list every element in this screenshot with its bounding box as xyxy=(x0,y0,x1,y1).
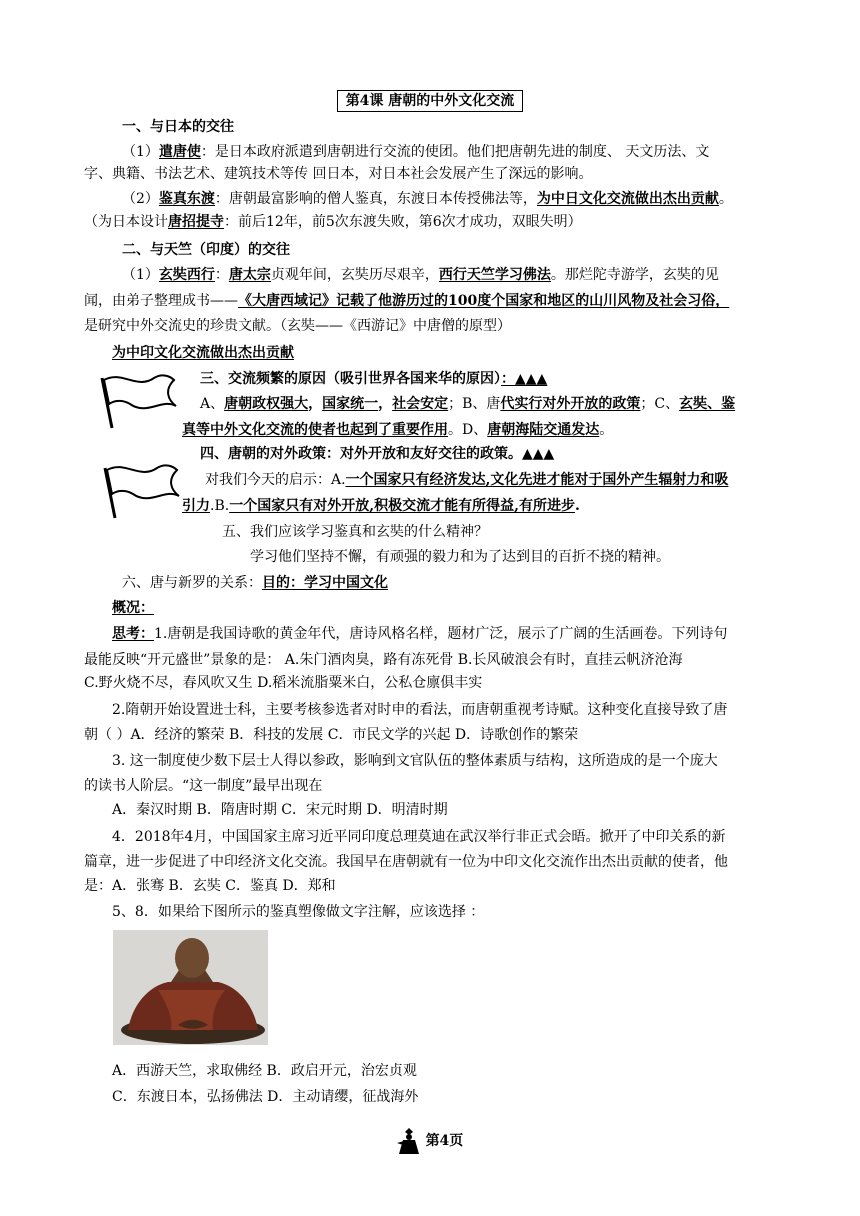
question-line: 思考：1.唐朝是我国诗歌的黄金年代，唐诗风格名样，题材广泛，展示了广阔的生活画卷。下列诗句 xyxy=(112,626,728,642)
para-line: 学习他们坚持不懈，有顽强的毅力和为了达到目的百折不挠的精神。 xyxy=(250,549,670,565)
option-line: A．西游天竺，求取佛经 B．政启开元，治宏贞观 xyxy=(112,1063,417,1079)
question-line: 2.隋朝开始设置进士科，主要考核参选者对时申的看法，而唐朝重视考诗赋。这种变化直接导致了唐 xyxy=(112,702,728,718)
question-line: C.野火烧不尽，春风吹又生 D.稻米流脂粟米白，公私仓廪俱丰实 xyxy=(84,675,483,691)
para-line: 引力.B.一个国家只有对外开放,积极交流才能有所得益,有所进步. xyxy=(182,498,580,514)
para-line: 为中印文化交流做出杰出贡献 xyxy=(112,345,294,361)
question-line: 篇章，进一步促进了中印经济文化交流。我国早在唐朝就有一位为中印文化交流作出杰出贡献的使者，他 xyxy=(84,854,728,870)
question-line: 4．2018年4月，中国国家主席习近平同印度总理莫迪在武汉举行非正式会晤。掀开了中印关系的新 xyxy=(112,829,726,845)
question-line: 朝（ ）A．经济的繁荣 B．科技的发展 C．市民文学的兴起 D．诗歌创作的繁荣 xyxy=(84,727,579,743)
question-line: 3. 这一制度使少数下层士人得以参政，影响到文官队伍的整体素质与结构，这所造成的是一个庞大 xyxy=(112,753,718,769)
overview-label: 概况： xyxy=(112,600,154,616)
para-line: （1）遣唐使：是日本政府派遣到唐朝进行交流的使团。他们把唐朝先进的制度、 天文历法、文 xyxy=(122,144,710,160)
para-line: （2）鉴真东渡：唐朝最富影响的僧人鉴真，东渡日本传授佛法等，为中日文化交流做出杰出贡献。 xyxy=(122,191,733,207)
flag-icon xyxy=(95,458,185,520)
para-line: （1）玄奘西行：唐太宗贞观年间，玄奘历尽艰辛，西行天竺学习佛法。那烂陀寺游学，玄奘的见 xyxy=(122,267,719,283)
section-1-heading: 一、与日本的交往 xyxy=(122,119,234,135)
question-line: 是：A．张骞 B．玄奘 C．鉴真 D．郑和 xyxy=(84,878,336,894)
flag-icon xyxy=(92,368,182,430)
para-line: 对我们今天的启示：A.一个国家只有经济发达,文化先进才能对于国外产生辐射力和吸 xyxy=(205,472,729,488)
page-number: 第4页 xyxy=(425,1133,464,1149)
option-line: C．东渡日本，弘扬佛法 D．主动请缨，征战海外 xyxy=(112,1089,419,1105)
question-line: 最能反映“开元盛世”景象的是： A.朱门酒肉臭，路有冻死骨 B.长风破浪会有时，直挂云帆济沧海 xyxy=(84,652,683,668)
para-line: 是研究中外交流史的珍贵文献。（玄奘——《西游记》中唐僧的原型） xyxy=(84,318,511,334)
para-line: 字、典籍、书法艺术、建筑技术等传 回日本，对日本社会发展产生了深远的影响。 xyxy=(84,166,593,182)
para-line: （为日本设计唐招提寺：前后12年，前5次东渡失败，第6次才成功，双眼失明） xyxy=(84,214,582,230)
page-footer xyxy=(0,1126,860,1156)
question-line: 的读书人阶层。“这一制度”最早出现在 xyxy=(84,778,323,794)
seated-monk-figure xyxy=(113,930,268,1045)
section-4-heading: 四、唐朝的对外政策：对外开放和友好交往的政策。▲▲▲ xyxy=(200,446,555,462)
section-3-heading: 三、交流频繁的原因（吸引世界各国来华的原因）：▲▲▲ xyxy=(200,371,548,387)
question-line: 5、8．如果给下图所示的鉴真塑像做文字注解，应该选择 ： xyxy=(112,904,485,920)
section-6-heading: 六、唐与新罗的关系：目的：学习中国文化 xyxy=(122,575,388,591)
question-line: A．秦汉时期 B．隋唐时期 C．宋元时期 D．明清时期 xyxy=(112,802,448,818)
section-5-heading: 五、我们应该学习鉴真和玄奘的什么精神？ xyxy=(222,524,488,540)
para-line: A、唐朝政权强大，国家统一，社会安定；B、唐代实行对外开放的政策；C、玄奘、鉴 xyxy=(200,396,736,412)
para-line: 闻，由弟子整理成书——《大唐西域记》记载了他游历过的100度个国家和地区的山川风物及社会习俗， xyxy=(84,293,730,309)
jianzhen-statue-image xyxy=(113,930,268,1045)
scholar-icon xyxy=(397,1126,421,1156)
para-line: 真等中外文化交流的使者也起到了重要作用。D、唐朝海陆交通发达。 xyxy=(182,422,614,438)
section-2-heading: 二、与天竺（印度）的交往 xyxy=(122,242,290,258)
lesson-title: 第4课 唐朝的中外文化交流 xyxy=(0,90,860,112)
